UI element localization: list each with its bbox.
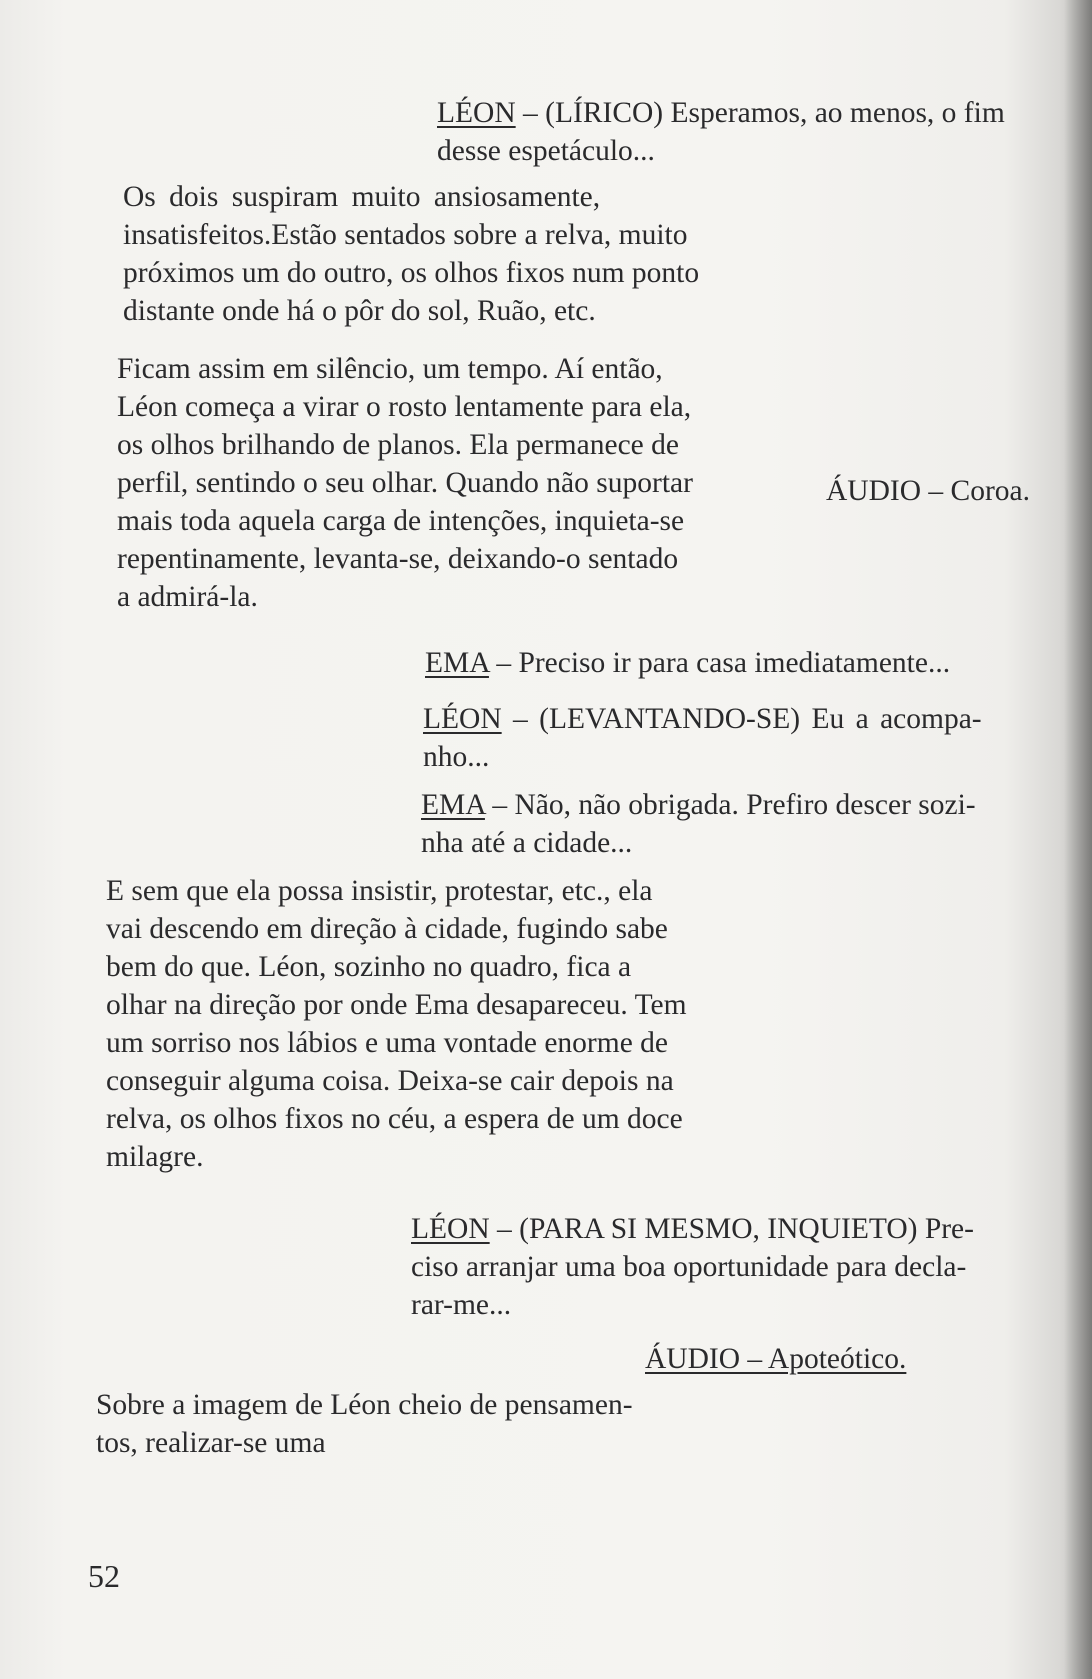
dialogue-line — [411, 1248, 974, 1286]
stage-line: insatisfeitos.Estão sentados sobre a relva, muito — [123, 219, 688, 251]
stage-line: próximos um do outro, os olhos fixos num ponto — [123, 257, 700, 289]
stage-line: distante onde há o pôr do sol, Ruão, etc. — [123, 295, 596, 327]
speaker-name: LÉON — [411, 1213, 490, 1245]
dialogue-leon-1 — [437, 94, 1005, 170]
dialogue-line — [425, 644, 950, 682]
audio-cue-text: ÁUDIO – Apoteótico. — [645, 1343, 907, 1375]
stage-line: um sorriso nos lábios e uma vontade enorme de — [106, 1027, 669, 1059]
stage-line: milagre. — [106, 1141, 204, 1173]
dialogue-text: ciso arranjar uma boa oportunidade para decla- — [411, 1251, 967, 1283]
dialogue-text: – Preciso ir para casa imediatamente... — [488, 647, 951, 679]
audio-cue-2 — [645, 1340, 906, 1378]
stage-line: conseguir alguma coisa. Deixa-se cair depois na — [106, 1065, 674, 1097]
dialogue-text: – Não, não obrigada. Prefiro descer sozi- — [484, 789, 976, 821]
stage-line: a admirá-la. — [117, 581, 258, 613]
stage-line: bem do que. Léon, sozinho no quadro, fica a — [106, 951, 632, 983]
speaker-name: EMA — [421, 789, 485, 821]
audio-cue-text: ÁUDIO – Coroa. — [826, 475, 1031, 507]
dialogue-line — [421, 786, 976, 824]
speaker-name: EMA — [425, 647, 489, 679]
dialogue-text: – (LEVANTANDO-SE) Eu a acompa- — [501, 703, 982, 735]
stage-direction-4 — [96, 1386, 633, 1462]
dialogue-line — [411, 1286, 974, 1324]
dialogue-text: nha até a cidade... — [421, 827, 633, 859]
dialogue-ema-2 — [421, 786, 976, 862]
speaker-name: LÉON — [437, 97, 516, 129]
dialogue-leon-3 — [411, 1210, 974, 1324]
page-number: 52 — [88, 1558, 120, 1594]
dialogue-text: – (PARA SI MESMO, INQUIETO) Pre- — [489, 1213, 974, 1245]
stage-direction-2 — [117, 350, 693, 616]
stage-line: os olhos brilhando de planos. Ela permanece de — [117, 429, 679, 461]
stage-direction-3 — [106, 872, 687, 1176]
dialogue-text: rar-me... — [411, 1289, 512, 1321]
stage-line: perfil, sentindo o seu olhar. Quando não suportar — [117, 467, 693, 499]
stage-line: vai descendo em direção à cidade, fugindo sabe — [106, 913, 668, 945]
stage-line: repentinamente, levanta-se, deixando-o sentado — [117, 543, 679, 575]
dialogue-text: nho... — [423, 741, 490, 773]
stage-line: Ficam assim em silêncio, um tempo. Aí então, — [117, 353, 663, 385]
stage-line: Os dois suspiram muito ansiosamente, — [123, 181, 601, 213]
stage-line: olhar na direção por onde Ema desapareceu. Tem — [106, 989, 687, 1021]
stage-line: E sem que ela possa insistir, protestar, etc., ela — [106, 875, 653, 907]
audio-cue-1 — [826, 472, 1030, 510]
dialogue-leon-2 — [423, 700, 982, 776]
dialogue-line — [437, 132, 1005, 170]
stage-line: Sobre a imagem de Léon cheio de pensamen- — [96, 1389, 633, 1421]
stage-line: relva, os olhos fixos no céu, a espera de um doce — [106, 1103, 683, 1135]
dialogue-line — [421, 824, 976, 862]
stage-line: tos, realizar-se uma — [96, 1427, 326, 1459]
speaker-name: LÉON — [423, 703, 502, 735]
stage-line: mais toda aquela carga de intenções, inquieta-se — [117, 505, 685, 537]
stage-direction-1 — [123, 178, 699, 330]
dialogue-text: – (LÍRICO) Esperamos, ao menos, o fim — [515, 97, 1005, 129]
dialogue-line — [423, 700, 982, 738]
dialogue-line — [437, 94, 1005, 132]
dialogue-line — [411, 1210, 974, 1248]
page-edge-shadow — [1064, 0, 1092, 1679]
dialogue-ema-1 — [425, 644, 950, 682]
dialogue-line — [423, 738, 982, 776]
stage-line: Léon começa a virar o rosto lentamente para ela, — [117, 391, 692, 423]
dialogue-text: desse espetáculo... — [437, 135, 655, 167]
